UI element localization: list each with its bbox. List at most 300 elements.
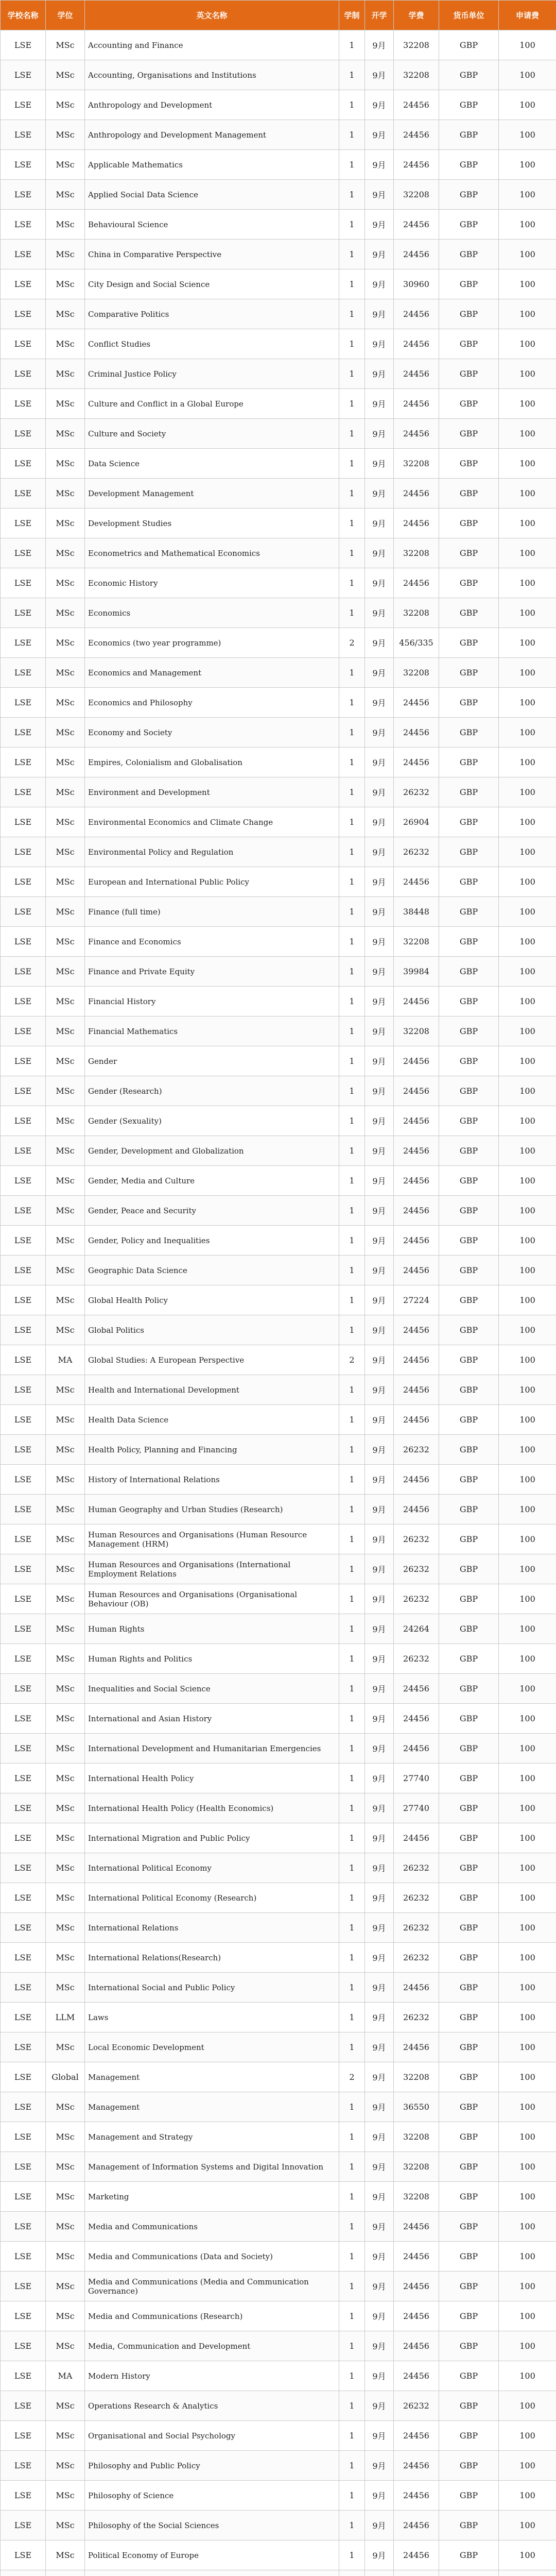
cell-degree: MSc	[46, 2301, 85, 2331]
cell-tuition: 24456	[394, 2032, 439, 2062]
cell-duration: 1	[339, 2122, 365, 2152]
cell-degree: MSc	[46, 1315, 85, 1345]
cell-school: LSE	[1, 2003, 46, 2032]
cell-application-fee: 100	[499, 2212, 556, 2242]
cell-english-name: Economics and Management	[85, 658, 339, 688]
cell-school: LSE	[1, 1853, 46, 1883]
cell-school: LSE	[1, 1554, 46, 1584]
table-row	[1, 2451, 556, 2481]
cell-english-name: International Development and Humanitarian Emergencies	[85, 1734, 339, 1764]
cell-currency: GBP	[439, 2301, 499, 2331]
cell-application-fee: 100	[499, 1853, 556, 1883]
cell-school: LSE	[1, 120, 46, 150]
cell-school: LSE	[1, 1764, 46, 1793]
cell-application-fee: 100	[499, 180, 556, 210]
cell-currency: GBP	[439, 2062, 499, 2092]
cell-degree: MSc	[46, 1435, 85, 1465]
cell-application-fee: 100	[499, 2391, 556, 2421]
cell-degree: MSc	[46, 210, 85, 240]
cell-currency: GBP	[439, 2540, 499, 2570]
table-row	[1, 1405, 556, 1435]
cell-school: LSE	[1, 2212, 46, 2242]
cell-intake: 9月	[365, 2301, 394, 2331]
cell-school: LSE	[1, 1345, 46, 1375]
cell-intake: 9月	[365, 1226, 394, 1256]
cell-school: LSE	[1, 2451, 46, 2481]
header-currency: 货币单位	[439, 1, 499, 30]
cell-english-name: Economic History	[85, 568, 339, 598]
cell-degree: MSc	[46, 628, 85, 658]
cell-degree: MSc	[46, 1375, 85, 1405]
cell-application-fee: 100	[499, 1973, 556, 2003]
cell-school: LSE	[1, 359, 46, 389]
cell-duration: 1	[339, 598, 365, 628]
cell-school: LSE	[1, 1524, 46, 1554]
cell-english-name: Comparative Politics	[85, 299, 339, 329]
cell-intake: 9月	[365, 150, 394, 180]
cell-english-name: International and Asian History	[85, 1704, 339, 1734]
cell-application-fee: 100	[499, 628, 556, 658]
cell-duration: 1	[339, 1614, 365, 1644]
cell-school: LSE	[1, 1495, 46, 1524]
cell-application-fee: 100	[499, 1375, 556, 1405]
cell-currency: GBP	[439, 1614, 499, 1644]
cell-currency: GBP	[439, 1166, 499, 1196]
cell-currency: GBP	[439, 538, 499, 568]
cell-intake: 9月	[365, 210, 394, 240]
table-row	[1, 1196, 556, 1226]
cell-degree: MSc	[46, 1046, 85, 1076]
cell-currency: GBP	[439, 2481, 499, 2511]
cell-degree: MSc	[46, 2182, 85, 2212]
cell-degree: MA	[46, 1345, 85, 1375]
cell-intake: 9月	[365, 658, 394, 688]
cell-intake: 9月	[365, 1405, 394, 1435]
cell-intake: 9月	[365, 628, 394, 658]
cell-degree: MSc	[46, 538, 85, 568]
cell-degree: MSc	[46, 987, 85, 1016]
cell-english-name: Development Studies	[85, 509, 339, 538]
cell-currency: GBP	[439, 1495, 499, 1524]
table-row	[1, 150, 556, 180]
cell-application-fee: 100	[499, 359, 556, 389]
table-row	[1, 658, 556, 688]
cell-school: LSE	[1, 329, 46, 359]
cell-tuition: 24456	[394, 509, 439, 538]
cell-application-fee: 100	[499, 60, 556, 90]
cell-intake: 9月	[365, 1196, 394, 1226]
table-row	[1, 1584, 556, 1614]
table-row	[1, 240, 556, 269]
cell-application-fee: 100	[499, 2361, 556, 2391]
cell-duration: 1	[339, 1823, 365, 1853]
cell-degree: MSc	[46, 867, 85, 897]
cell-currency: GBP	[439, 359, 499, 389]
cell-application-fee: 100	[499, 1764, 556, 1793]
cell-duration: 1	[339, 688, 365, 718]
cell-currency: GBP	[439, 30, 499, 60]
table-row	[1, 1465, 556, 1495]
cell-currency: GBP	[439, 598, 499, 628]
cell-duration: 1	[339, 777, 365, 807]
cell-english-name: Finance (full time)	[85, 897, 339, 927]
cell-currency: GBP	[439, 1554, 499, 1584]
cell-application-fee: 100	[499, 389, 556, 419]
cell-currency: GBP	[439, 120, 499, 150]
cell-intake: 9月	[365, 1375, 394, 1405]
header-tuition: 学费	[394, 1, 439, 30]
cell-tuition: 24456	[394, 90, 439, 120]
cell-school: LSE	[1, 987, 46, 1016]
cell-tuition: 24456	[394, 1046, 439, 1076]
cell-tuition: 24456	[394, 1405, 439, 1435]
table-row	[1, 1016, 556, 1046]
cell-intake: 9月	[365, 2540, 394, 2570]
cell-school: LSE	[1, 150, 46, 180]
cell-application-fee: 100	[499, 2242, 556, 2272]
cell-degree: MSc	[46, 2122, 85, 2152]
cell-intake: 9月	[365, 927, 394, 957]
cell-duration: 1	[339, 807, 365, 837]
cell-degree: MSc	[46, 688, 85, 718]
cell-degree: LLM	[46, 2003, 85, 2032]
cell-intake: 9月	[365, 299, 394, 329]
cell-application-fee: 100	[499, 927, 556, 957]
cell-school: LSE	[1, 748, 46, 777]
table-row	[1, 987, 556, 1016]
cell-intake: 9月	[365, 60, 394, 90]
cell-tuition: 26232	[394, 1883, 439, 1913]
cell-currency: GBP	[439, 60, 499, 90]
cell-currency: GBP	[439, 1046, 499, 1076]
cell-duration: 1	[339, 90, 365, 120]
cell-currency: GBP	[439, 837, 499, 867]
cell-duration: 2	[339, 628, 365, 658]
cell-english-name: International Social and Public Policy	[85, 1973, 339, 2003]
table-row	[1, 1375, 556, 1405]
cell-school: LSE	[1, 598, 46, 628]
cell-english-name: Philosophy of the Social Sciences	[85, 2511, 339, 2540]
table-row	[1, 538, 556, 568]
table-row	[1, 2182, 556, 2212]
cell-tuition: 24456	[394, 1495, 439, 1524]
cell-currency: GBP	[439, 2242, 499, 2272]
cell-school: LSE	[1, 568, 46, 598]
cell-duration: 1	[339, 1136, 365, 1166]
cell-english-name: Gender, Development and Globalization	[85, 1136, 339, 1166]
cell-intake: 9月	[365, 1345, 394, 1375]
cell-school: LSE	[1, 1076, 46, 1106]
cell-school: LSE	[1, 2331, 46, 2361]
table-row	[1, 1644, 556, 1674]
cell-intake: 9月	[365, 1554, 394, 1584]
cell-intake: 9月	[365, 1435, 394, 1465]
cell-intake: 9月	[365, 1674, 394, 1704]
cell-english-name: Gender, Policy and Inequalities	[85, 1226, 339, 1256]
cell-intake: 9月	[365, 1734, 394, 1764]
cell-application-fee: 100	[499, 449, 556, 479]
cell-intake: 9月	[365, 807, 394, 837]
cell-intake: 9月	[365, 2391, 394, 2421]
cell-degree: MSc	[46, 807, 85, 837]
cell-application-fee: 100	[499, 419, 556, 449]
cell-duration: 1	[339, 1166, 365, 1196]
cell-application-fee: 100	[499, 777, 556, 807]
cell-english-name: Health Policy, Planning and Financing	[85, 1435, 339, 1465]
cell-tuition: 24456	[394, 1315, 439, 1345]
cell-school: LSE	[1, 90, 46, 120]
cell-tuition: 26232	[394, 1554, 439, 1584]
cell-duration: 1	[339, 30, 365, 60]
cell-duration: 1	[339, 1524, 365, 1554]
cell-tuition: 24456	[394, 987, 439, 1016]
cell-duration: 1	[339, 1973, 365, 2003]
cell-degree: MSc	[46, 1106, 85, 1136]
cell-school: LSE	[1, 1226, 46, 1256]
cell-english-name: Environmental Policy and Regulation	[85, 837, 339, 867]
cell-degree: MSc	[46, 718, 85, 748]
cell-degree: MSc	[46, 1226, 85, 1256]
cell-degree: MSc	[46, 2242, 85, 2272]
cell-intake: 9月	[365, 240, 394, 269]
cell-application-fee: 100	[499, 90, 556, 120]
cell-degree: MSc	[46, 2032, 85, 2062]
cell-tuition: 26232	[394, 1913, 439, 1943]
cell-tuition: 24456	[394, 2301, 439, 2331]
cell-school: LSE	[1, 1704, 46, 1734]
cell-intake: 9月	[365, 120, 394, 150]
cell-school: LSE	[1, 718, 46, 748]
cell-english-name: Criminal Justice Policy	[85, 359, 339, 389]
cell-school: LSE	[1, 1973, 46, 2003]
cell-degree: MSc	[46, 2391, 85, 2421]
cell-application-fee: 100	[499, 1554, 556, 1584]
cell-application-fee: 100	[499, 269, 556, 299]
cell-tuition: 27740	[394, 1793, 439, 1823]
cell-tuition: 24456	[394, 2331, 439, 2361]
cell-currency: GBP	[439, 987, 499, 1016]
cell-english-name: Finance and Economics	[85, 927, 339, 957]
cell-application-fee: 100	[499, 837, 556, 867]
cell-duration: 1	[339, 2391, 365, 2421]
table-row	[1, 1554, 556, 1584]
cell-school: LSE	[1, 1106, 46, 1136]
cell-duration: 1	[339, 538, 365, 568]
cell-degree: MSc	[46, 1196, 85, 1226]
cell-duration: 1	[339, 1913, 365, 1943]
cell-english-name: Geographic Data Science	[85, 1256, 339, 1285]
cell-tuition: 24456	[394, 1465, 439, 1495]
cell-degree: MSc	[46, 1495, 85, 1524]
cell-tuition: 24456	[394, 479, 439, 509]
cell-tuition: 456/335	[394, 628, 439, 658]
cell-tuition: 24456	[394, 1136, 439, 1166]
table-row	[1, 2152, 556, 2182]
table-row	[1, 1046, 556, 1076]
cell-currency: GBP	[439, 2212, 499, 2242]
cell-tuition: 24456	[394, 419, 439, 449]
cell-application-fee: 100	[499, 2421, 556, 2451]
cell-english-name: Economics	[85, 598, 339, 628]
cell-english-name: International Relations	[85, 1913, 339, 1943]
cell-school: LSE	[1, 479, 46, 509]
cell-application-fee: 100	[499, 299, 556, 329]
cell-english-name: Management	[85, 2062, 339, 2092]
cell-application-fee: 100	[499, 987, 556, 1016]
cell-english-name: Media and Communications (Media and Communication Governance)	[85, 2272, 339, 2301]
cell-currency: GBP	[439, 240, 499, 269]
cell-duration: 1	[339, 419, 365, 449]
cell-application-fee: 100	[499, 1913, 556, 1943]
table-row	[1, 2361, 556, 2391]
cell-degree: MSc	[46, 957, 85, 987]
cell-intake: 9月	[365, 1614, 394, 1644]
table-row	[1, 1943, 556, 1973]
cell-currency: GBP	[439, 807, 499, 837]
cell-school: LSE	[1, 1465, 46, 1495]
cell-tuition: 24456	[394, 2511, 439, 2540]
cell-duration: 1	[339, 658, 365, 688]
cell-school: LSE	[1, 1734, 46, 1764]
cell-duration: 1	[339, 210, 365, 240]
cell-degree: MSc	[46, 1554, 85, 1584]
cell-school: LSE	[1, 2511, 46, 2540]
cell-currency: GBP	[439, 658, 499, 688]
cell-tuition: 24456	[394, 1823, 439, 1853]
cell-degree: MSc	[46, 1973, 85, 2003]
cell-duration: 1	[339, 1076, 365, 1106]
cell-intake: 9月	[365, 1524, 394, 1554]
cell-currency: GBP	[439, 150, 499, 180]
cell-currency: GBP	[439, 957, 499, 987]
cell-application-fee: 100	[499, 1734, 556, 1764]
cell-duration: 1	[339, 2421, 365, 2451]
cell-application-fee: 100	[499, 1495, 556, 1524]
cell-intake: 9月	[365, 419, 394, 449]
cell-intake: 9月	[365, 1046, 394, 1076]
table-row	[1, 180, 556, 210]
cell-application-fee: 100	[499, 598, 556, 628]
cell-degree: MSc	[46, 2331, 85, 2361]
cell-intake: 9月	[365, 598, 394, 628]
cell-duration: 1	[339, 2481, 365, 2511]
cell-degree: MSc	[46, 2451, 85, 2481]
cell-english-name: Behavioural Science	[85, 210, 339, 240]
cell-currency: GBP	[439, 628, 499, 658]
cell-duration: 1	[339, 2272, 365, 2301]
cell-school: LSE	[1, 419, 46, 449]
cell-application-fee: 100	[499, 807, 556, 837]
cell-currency: GBP	[439, 329, 499, 359]
table-row	[1, 269, 556, 299]
cell-duration: 1	[339, 1256, 365, 1285]
cell-application-fee: 100	[499, 30, 556, 60]
cell-tuition: 32208	[394, 2152, 439, 2182]
cell-english-name: Modern History	[85, 2361, 339, 2391]
cell-duration: 1	[339, 1465, 365, 1495]
cell-application-fee: 100	[499, 2511, 556, 2540]
cell-english-name: Accounting, Organisations and Institutions	[85, 60, 339, 90]
cell-degree: MSc	[46, 240, 85, 269]
table-row	[1, 329, 556, 359]
cell-school: LSE	[1, 30, 46, 60]
cell-tuition: 38448	[394, 897, 439, 927]
cell-degree: MSc	[46, 60, 85, 90]
cell-duration: 1	[339, 1734, 365, 1764]
cell-school: LSE	[1, 299, 46, 329]
cell-duration: 1	[339, 509, 365, 538]
cell-english-name: Econometrics and Mathematical Economics	[85, 538, 339, 568]
table-row	[1, 1285, 556, 1315]
table-row	[1, 419, 556, 449]
cell-duration	[339, 2570, 365, 2576]
cell-currency: GBP	[439, 718, 499, 748]
cell-tuition: 24456	[394, 2481, 439, 2511]
cell-degree: MSc	[46, 777, 85, 807]
cell-application-fee	[499, 2570, 556, 2576]
cell-degree: MSc	[46, 1016, 85, 1046]
table-row	[1, 2092, 556, 2122]
cell-currency: GBP	[439, 1136, 499, 1166]
cell-duration: 1	[339, 927, 365, 957]
cell-currency: GBP	[439, 1853, 499, 1883]
cell-school: LSE	[1, 2122, 46, 2152]
cell-degree: MSc	[46, 2511, 85, 2540]
cell-application-fee: 100	[499, 2062, 556, 2092]
cell-tuition: 26232	[394, 837, 439, 867]
cell-currency: GBP	[439, 1524, 499, 1554]
cell-intake: 9月	[365, 359, 394, 389]
cell-english-name: Applied Social Data Science	[85, 180, 339, 210]
header-degree: 学位	[46, 1, 85, 30]
cell-school: LSE	[1, 807, 46, 837]
cell-tuition: 24456	[394, 867, 439, 897]
cell-degree: MSc	[46, 837, 85, 867]
cell-degree: MSc	[46, 748, 85, 777]
cell-application-fee: 100	[499, 1196, 556, 1226]
cell-tuition: 26232	[394, 1853, 439, 1883]
cell-english-name: Operations Research & Analytics	[85, 2391, 339, 2421]
cell-tuition: 26232	[394, 2391, 439, 2421]
cell-english-name: International Migration and Public Policy	[85, 1823, 339, 1853]
cell-english-name: International Political Economy	[85, 1853, 339, 1883]
cell-english-name: Accounting and Finance	[85, 30, 339, 60]
table-row	[1, 449, 556, 479]
table-row	[1, 1704, 556, 1734]
cell-degree: MSc	[46, 1524, 85, 1554]
cell-english-name: Media and Communications (Research)	[85, 2301, 339, 2331]
cell-application-fee: 100	[499, 1106, 556, 1136]
cell-degree: MSc	[46, 1704, 85, 1734]
table-row	[1, 299, 556, 329]
cell-application-fee: 100	[499, 2032, 556, 2062]
cell-tuition: 32208	[394, 2182, 439, 2212]
cell-intake: 9月	[365, 1106, 394, 1136]
cell-intake: 9月	[365, 2003, 394, 2032]
cell-application-fee: 100	[499, 2540, 556, 2570]
cell-school: LSE	[1, 897, 46, 927]
cell-degree: MSc	[46, 2092, 85, 2122]
cell-degree: MSc	[46, 1166, 85, 1196]
cell-degree: MSc	[46, 389, 85, 419]
cell-duration: 1	[339, 1554, 365, 1584]
table-row	[1, 2421, 556, 2451]
cell-school: LSE	[1, 509, 46, 538]
cell-duration: 1	[339, 1644, 365, 1674]
table-row	[1, 509, 556, 538]
cell-school: LSE	[1, 2062, 46, 2092]
table-row	[1, 2272, 556, 2301]
